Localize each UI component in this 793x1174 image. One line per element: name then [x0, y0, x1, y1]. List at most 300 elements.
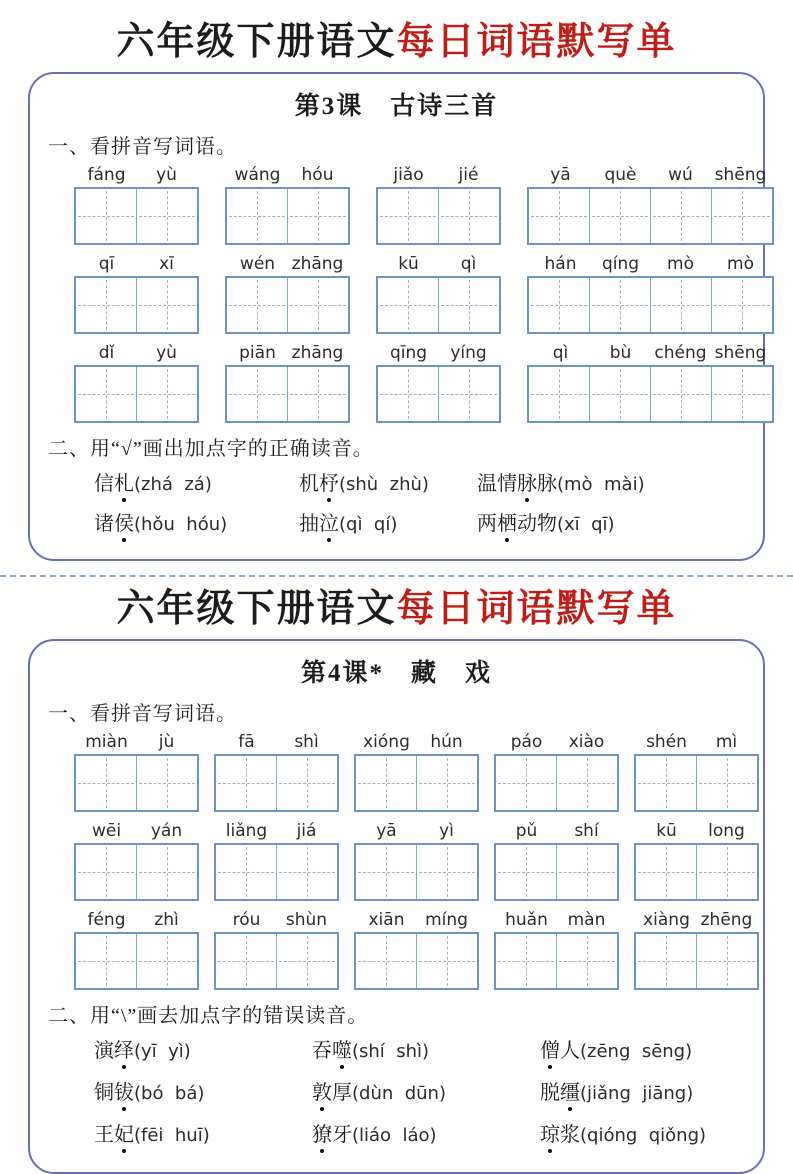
pinyin-word-group	[494, 910, 619, 990]
hanzi-char: 脉	[517, 467, 537, 496]
pinyin-syllable: hán	[544, 254, 577, 274]
pinyin-word-group	[214, 732, 339, 812]
pinyin-labels	[527, 254, 774, 275]
section2-heading: 二、用“\”画去加点字的错误读音。	[48, 1005, 369, 1027]
writing-cell	[697, 934, 757, 988]
pinyin-syllable: qì	[552, 343, 569, 363]
pinyin-syllable: qī	[98, 254, 115, 274]
pinyin-word-group	[527, 254, 774, 334]
word-item	[477, 467, 747, 496]
writing-cell	[439, 278, 499, 332]
pinyin-word-group	[214, 910, 339, 990]
word-hanzi	[94, 473, 134, 495]
pinyin-grid-row	[74, 254, 754, 334]
writing-cell	[137, 756, 197, 810]
writing-cell	[590, 189, 651, 243]
pronunciation-options: (jiǎng jiāng)	[580, 1083, 694, 1104]
lesson-title: 第4课* 藏 戏	[300, 660, 492, 687]
writing-cell	[76, 278, 137, 332]
writing-cell	[697, 756, 757, 810]
pinyin-labels	[214, 821, 339, 842]
pinyin-syllable: jù	[158, 732, 175, 752]
writing-cell	[356, 934, 417, 988]
page-title	[0, 0, 793, 64]
writing-cell	[712, 367, 772, 421]
hanzi-char: 两	[477, 513, 497, 535]
hanzi-char: 杼	[319, 467, 339, 496]
writing-cell	[590, 367, 651, 421]
word-hanzi	[94, 1082, 134, 1104]
writing-cell	[137, 278, 197, 332]
pronunciation-options: (qì qí)	[339, 514, 398, 535]
page-title-black: 六年级下册语文	[116, 588, 397, 630]
writing-grid	[527, 365, 774, 423]
dashed-divider	[0, 575, 793, 577]
pinyin-syllable: páo	[510, 732, 543, 752]
writing-cell	[496, 845, 557, 899]
hanzi-char: 动	[517, 513, 537, 535]
word-hanzi	[312, 1040, 352, 1062]
word-rows	[46, 467, 747, 536]
word-hanzi	[312, 1082, 352, 1104]
pinyin-syllable: féng	[87, 910, 126, 930]
writing-grid	[354, 843, 479, 901]
pinyin-syllable: zhēng	[700, 910, 753, 930]
pinyin-labels	[376, 343, 501, 364]
pinyin-word-group	[376, 254, 501, 334]
word-row	[94, 507, 747, 536]
word-hanzi	[94, 1040, 134, 1062]
writing-grid	[74, 365, 199, 423]
pinyin-syllable: shēng	[714, 165, 767, 185]
pinyin-syllable: dǐ	[98, 343, 115, 363]
writing-cell	[137, 934, 197, 988]
writing-grid	[74, 843, 199, 901]
word-item	[94, 1034, 312, 1063]
hanzi-char: 演	[94, 1040, 114, 1062]
writing-cell	[288, 278, 348, 332]
word-item	[477, 507, 747, 536]
hanzi-char: 牙	[332, 1124, 352, 1146]
writing-cell	[137, 845, 197, 899]
pronunciation-options: (shí shì)	[352, 1041, 430, 1062]
writing-cell	[651, 367, 712, 421]
pinyin-syllable: róu	[232, 910, 261, 930]
pinyin-syllable: wáng	[234, 165, 281, 185]
writing-grid	[225, 365, 350, 423]
writing-cell	[651, 278, 712, 332]
writing-cell	[417, 934, 477, 988]
writing-cell	[378, 367, 439, 421]
writing-cell	[227, 278, 288, 332]
pinyin-syllable: shì	[294, 732, 319, 752]
pronunciation-options: (yī yì)	[134, 1041, 191, 1062]
word-item	[312, 1118, 540, 1147]
hanzi-char: 物	[537, 513, 557, 535]
worksheet-lesson-3	[28, 72, 765, 561]
pinyin-syllable: shùn	[285, 910, 328, 930]
word-item	[299, 507, 477, 536]
pinyin-syllable: hóu	[301, 165, 334, 185]
writing-cell	[439, 189, 499, 243]
pronunciation-options: (zhá zá)	[134, 474, 212, 495]
word-hanzi	[94, 513, 134, 535]
writing-grid	[494, 754, 619, 812]
pinyin-grid-row	[74, 821, 747, 901]
pinyin-syllable: kū	[656, 821, 677, 841]
writing-grid	[74, 932, 199, 990]
pinyin-labels	[376, 165, 501, 186]
hanzi-char: 钹	[114, 1076, 134, 1105]
pinyin-word-group	[376, 165, 501, 245]
pinyin-labels	[376, 254, 501, 275]
pronunciation-options: (xī qī)	[557, 514, 615, 535]
hanzi-char: 诸	[94, 513, 114, 535]
pinyin-syllable: wén	[239, 254, 276, 274]
pinyin-syllable: hún	[430, 732, 463, 752]
pinyin-syllable: fáng	[87, 165, 126, 185]
pinyin-labels	[494, 821, 619, 842]
word-hanzi	[299, 513, 339, 535]
writing-cell	[378, 278, 439, 332]
pinyin-labels	[354, 821, 479, 842]
hanzi-char: 噬	[332, 1034, 352, 1063]
word-row	[94, 1118, 747, 1147]
pinyin-labels	[354, 910, 479, 931]
word-hanzi	[540, 1082, 580, 1104]
pinyin-syllable: zhì	[154, 910, 179, 930]
pinyin-labels	[74, 821, 199, 842]
pinyin-labels	[214, 910, 339, 931]
word-item	[312, 1076, 540, 1105]
hanzi-char: 信	[94, 473, 114, 495]
pinyin-word-group	[527, 343, 774, 423]
pinyin-word-group	[225, 254, 350, 334]
writing-cell	[529, 278, 590, 332]
pinyin-syllable: míng	[425, 910, 468, 930]
pinyin-word-group	[527, 165, 774, 245]
writing-cell	[288, 189, 348, 243]
writing-grid	[376, 276, 501, 334]
writing-cell	[76, 189, 137, 243]
writing-cell	[712, 189, 772, 243]
writing-cell	[76, 367, 137, 421]
word-rows	[46, 1034, 747, 1147]
writing-cell	[636, 845, 697, 899]
pinyin-syllable: yán	[150, 821, 183, 841]
word-item	[312, 1034, 540, 1063]
pinyin-syllable: què	[604, 165, 637, 185]
pinyin-syllable: mò	[727, 254, 754, 274]
writing-cell	[356, 756, 417, 810]
pinyin-syllable: jiá	[296, 821, 317, 841]
hanzi-char: 吞	[312, 1040, 332, 1062]
hanzi-char: 情	[497, 473, 517, 495]
lesson-title: 第3课 古诗三首	[294, 93, 499, 120]
word-hanzi	[477, 513, 557, 535]
writing-grid	[74, 187, 199, 245]
hanzi-char: 札	[114, 467, 134, 496]
pinyin-word-group	[634, 732, 759, 812]
pinyin-labels	[527, 343, 774, 364]
pinyin-labels	[634, 821, 759, 842]
pinyin-syllable: shí	[574, 821, 599, 841]
pinyin-grid-row	[74, 343, 767, 423]
writing-grid	[494, 843, 619, 901]
writing-cell	[288, 367, 348, 421]
writing-cell	[496, 756, 557, 810]
writing-grid	[354, 932, 479, 990]
writing-grid	[214, 843, 339, 901]
hanzi-char: 泣	[319, 507, 339, 536]
pronunciation-options: (bó bá)	[134, 1083, 205, 1104]
pronunciation-options: (zēng sēng)	[580, 1041, 693, 1062]
pinyin-word-group	[214, 821, 339, 901]
writing-cell	[378, 189, 439, 243]
page-title	[0, 581, 793, 631]
writing-grid	[634, 932, 759, 990]
writing-cell	[651, 189, 712, 243]
hanzi-char: 人	[560, 1040, 580, 1062]
writing-cell	[697, 845, 757, 899]
writing-cell	[277, 845, 337, 899]
section1-heading: 一、看拼音写词语。	[48, 136, 237, 158]
pinyin-word-group	[225, 343, 350, 423]
pronunciation-options: (shù zhù)	[339, 474, 429, 495]
pinyin-labels	[74, 254, 199, 275]
pronunciation-options: (qióng qiǒng)	[580, 1125, 707, 1146]
writing-cell	[76, 934, 137, 988]
word-hanzi	[312, 1124, 352, 1146]
worksheet-lesson-4	[28, 639, 765, 1174]
pinyin-syllable: shēng	[714, 343, 767, 363]
pinyin-syllable: kū	[398, 254, 419, 274]
hanzi-char: 脱	[540, 1082, 560, 1104]
word-item	[540, 1076, 747, 1105]
hanzi-char: 侯	[114, 507, 134, 536]
pinyin-syllable: qì	[460, 254, 477, 274]
pinyin-syllable: yù	[156, 165, 177, 185]
pinyin-syllable: yì	[439, 821, 454, 841]
writing-cell	[636, 934, 697, 988]
writing-cell	[417, 845, 477, 899]
pinyin-syllable: long	[708, 821, 745, 841]
word-item	[299, 467, 477, 496]
pinyin-labels	[225, 254, 350, 275]
pinyin-syllable: zhāng	[291, 254, 344, 274]
pinyin-labels	[494, 732, 619, 753]
hanzi-char: 温	[477, 473, 497, 495]
hanzi-char: 缰	[560, 1076, 580, 1105]
pinyin-rows	[46, 732, 753, 990]
writing-cell	[417, 756, 477, 810]
pinyin-labels	[74, 910, 199, 931]
word-hanzi	[299, 473, 339, 495]
pinyin-labels	[225, 165, 350, 186]
writing-cell	[557, 934, 617, 988]
page-title-red: 每日词语默写单	[396, 588, 677, 630]
pinyin-labels	[634, 910, 759, 931]
word-hanzi	[477, 473, 557, 495]
pronunciation-options: (fēi huī)	[134, 1125, 210, 1146]
pinyin-syllable: bù	[609, 343, 632, 363]
pinyin-word-group	[225, 165, 350, 245]
writing-grid	[74, 276, 199, 334]
pinyin-syllable: shén	[646, 732, 687, 752]
writing-cell	[76, 756, 137, 810]
writing-cell	[227, 189, 288, 243]
pinyin-syllable: mò	[667, 254, 694, 274]
pinyin-rows	[46, 165, 767, 423]
writing-cell	[557, 756, 617, 810]
writing-cell	[216, 756, 277, 810]
writing-grid	[376, 365, 501, 423]
pinyin-syllable: jiǎo	[393, 165, 424, 185]
hanzi-char: 浆	[560, 1124, 580, 1146]
section1-heading: 一、看拼音写词语。	[48, 703, 237, 725]
hanzi-char: 铜	[94, 1082, 114, 1104]
pinyin-word-group	[376, 343, 501, 423]
hanzi-char: 绎	[114, 1034, 134, 1063]
writing-cell	[277, 756, 337, 810]
pinyin-labels	[74, 343, 199, 364]
pinyin-syllable: xī	[159, 254, 174, 274]
word-item	[94, 467, 299, 496]
word-item	[94, 1118, 312, 1147]
pinyin-syllable: jié	[458, 165, 479, 185]
writing-cell	[137, 189, 197, 243]
writing-cell	[439, 367, 499, 421]
hanzi-char: 妃	[114, 1118, 134, 1147]
pinyin-syllable: wēi	[91, 821, 122, 841]
pinyin-syllable: zhāng	[291, 343, 344, 363]
pronunciation-options: (hǒu hóu)	[134, 514, 228, 535]
pinyin-word-group	[74, 165, 199, 245]
pinyin-syllable: mì	[715, 732, 738, 752]
writing-grid	[74, 754, 199, 812]
pinyin-syllable: qíng	[601, 254, 640, 274]
pinyin-syllable: pǔ	[515, 821, 538, 841]
pronunciation-options: (mò mài)	[557, 474, 645, 495]
word-item	[540, 1034, 747, 1063]
writing-grid	[354, 754, 479, 812]
pinyin-word-group	[74, 732, 199, 812]
writing-cell	[137, 367, 197, 421]
writing-grid	[214, 754, 339, 812]
pronunciation-options: (liáo láo)	[352, 1125, 437, 1146]
pinyin-word-group	[74, 343, 199, 423]
writing-cell	[712, 278, 772, 332]
pinyin-syllable: yíng	[450, 343, 487, 363]
pinyin-syllable: xiān	[368, 910, 405, 930]
hanzi-char: 敦	[312, 1076, 332, 1105]
pinyin-grid-row	[74, 732, 747, 812]
pinyin-syllable: huǎn	[505, 910, 548, 930]
page-title-red: 每日词语默写单	[396, 21, 677, 63]
word-hanzi	[540, 1040, 580, 1062]
word-item	[94, 1076, 312, 1105]
pinyin-syllable: yā	[376, 821, 397, 841]
word-row	[94, 467, 747, 496]
pinyin-word-group	[634, 910, 759, 990]
pinyin-labels	[354, 732, 479, 753]
hanzi-char: 王	[94, 1124, 114, 1146]
page-title-black: 六年级下册语文	[116, 21, 397, 63]
pinyin-labels	[214, 732, 339, 753]
pinyin-syllable: xiào	[568, 732, 605, 752]
pinyin-syllable: fā	[238, 732, 255, 752]
pinyin-syllable: piān	[239, 343, 276, 363]
pinyin-word-group	[354, 910, 479, 990]
pinyin-grid-row	[74, 165, 767, 245]
pinyin-labels	[634, 732, 759, 753]
word-hanzi	[540, 1124, 580, 1146]
writing-cell	[636, 756, 697, 810]
pinyin-syllable: xióng	[363, 732, 410, 752]
pinyin-labels	[527, 165, 774, 186]
writing-cell	[496, 934, 557, 988]
section2-heading: 二、用“√”画出加点字的正确读音。	[48, 438, 374, 460]
writing-grid	[376, 187, 501, 245]
writing-cell	[529, 367, 590, 421]
pinyin-word-group	[354, 821, 479, 901]
word-item	[94, 507, 299, 536]
writing-grid	[214, 932, 339, 990]
pinyin-grid-row	[74, 910, 753, 990]
writing-grid	[527, 187, 774, 245]
writing-grid	[494, 932, 619, 990]
pronunciation-options: (dùn dūn)	[352, 1083, 446, 1104]
writing-cell	[590, 278, 651, 332]
pinyin-syllable: wú	[668, 165, 693, 185]
writing-cell	[529, 189, 590, 243]
pinyin-word-group	[634, 821, 759, 901]
writing-cell	[216, 934, 277, 988]
word-item	[540, 1118, 747, 1147]
hanzi-char: 獠	[312, 1118, 332, 1147]
pinyin-word-group	[354, 732, 479, 812]
pinyin-syllable: yā	[550, 165, 571, 185]
pinyin-syllable: qīng	[389, 343, 428, 363]
writing-cell	[216, 845, 277, 899]
hanzi-char: 抽	[299, 513, 319, 535]
pinyin-word-group	[74, 910, 199, 990]
hanzi-char: 脉	[537, 473, 557, 495]
writing-cell	[356, 845, 417, 899]
writing-grid	[634, 843, 759, 901]
pinyin-labels	[74, 165, 199, 186]
writing-grid	[527, 276, 774, 334]
word-row	[94, 1076, 747, 1105]
pinyin-syllable: xiàng	[643, 910, 690, 930]
hanzi-char: 栖	[497, 507, 517, 536]
hanzi-char: 厚	[332, 1082, 352, 1104]
pinyin-syllable: màn	[567, 910, 606, 930]
pinyin-syllable: miàn	[85, 732, 128, 752]
writing-cell	[277, 934, 337, 988]
writing-cell	[227, 367, 288, 421]
pinyin-syllable: chéng	[654, 343, 707, 363]
pinyin-word-group	[494, 732, 619, 812]
pinyin-labels	[74, 732, 199, 753]
writing-grid	[225, 276, 350, 334]
hanzi-char: 琼	[540, 1118, 560, 1147]
pinyin-labels	[494, 910, 619, 931]
pinyin-word-group	[74, 821, 199, 901]
pinyin-word-group	[74, 254, 199, 334]
hanzi-char: 机	[299, 473, 319, 495]
writing-grid	[634, 754, 759, 812]
